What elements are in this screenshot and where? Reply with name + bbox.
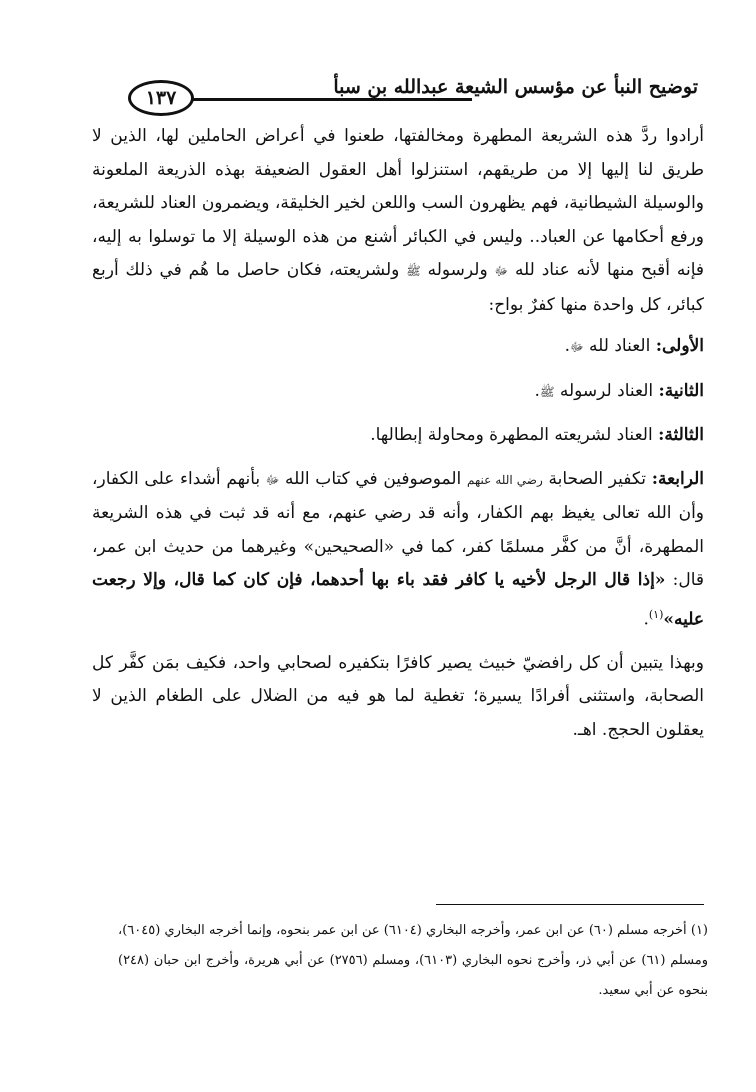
main-text [92, 120, 704, 747]
honorific-prophet: ﷺ [406, 264, 421, 278]
conclusion-paragraph: وبهذا يتبين أن كل رافضيّ خبيث يصير كافرًا بتكفيره لصحابي واحد، فكيف بمَن كفَّر كل الصحابة، واستثنى أفرادًا يسيرة؛ تغطية لما هو فيه من الضلال على الطغام الذين لا يعقلون الحجج. اهـ. [92, 652, 704, 740]
item-text-fourth-2: الموصوفين في كتاب الله [285, 468, 462, 489]
intro-text-2: ولرسوله [427, 260, 488, 280]
footnote [118, 916, 708, 1006]
footnote-text: أخرجه مسلم (٦٠) عن ابن عمر، وأخرجه البخاري (٦١٠٤) عن ابن عمر بنحوه، وإنما أخرجه البخاري (٦٠٤٥)، ومسلم (٦١) عن أبي ذر، وأخرج نحوه البخاري (٦١٠٣)، ومسلم (٢٧٥٦) عن أبي هريرة، وأخرج ابن حبان (٢٤٨) بنحوه عن أبي سعيد. [118, 923, 708, 998]
item-text-fourth-3: بأنهم أشداء على الكفار، وأن الله تعالى يغيظ بهم الكفار، وأنه قد رضي عنهم، مع أنه قد ثبت في هذه الشريعة المطهرة، أنَّ من كفَّر مسلمًا كفر، كما في «الصحيحين» وغيرهما من حديث ابن عمر، قال: [92, 468, 704, 590]
footnote-reference[interactable]: (١) [648, 607, 664, 621]
item-text-fourth-1: تكفير الصحابة [548, 468, 647, 489]
footnote-marker: (١) [690, 923, 708, 938]
item-label-fourth: الرابعة: [651, 468, 705, 489]
item-text-first: العناد لله [589, 336, 651, 356]
intro-text-1: أرادوا ردَّ هذه الشريعة المطهرة ومخالفتها، طعنوا في أعراض الحاملين لها، الذين لا طريق لنا إليها إلا من طريقهم، استنزلوا أهل العقول الضعيفة بهذه الذريعة الملعونة والوسيلة الشيطانية، فهم يظهرون السب واللعن لخير الخليقة، ويضمرون العناد للشريعة، ورفع أحكامها عن العباد.. وليس في الكبائر أشنع من هذه الوسيلة إلا ما توسلوا به إليه، فإنه أقبح منها لأنه عناد لله [92, 126, 705, 280]
page-header [92, 66, 704, 114]
list-item-fourth: الرابعة: تكفير الصحابة رضي الله عنهم الموصوفين في كتاب الله ﷻ بأنهم أشداء على الكفار، وأن الله تعالى يغيظ بهم الكفار، وأنه قد رضي عنهم، مع أنه قد ثبت في هذه الشريعة المطهرة، أنَّ من كفَّر مسلمًا كفر، كما في «الصحيحين» وغيرهما من حديث ابن عمر، قال: «إذا قال الرجل لأخيه يا كافر فقد باء بها أحدهما، فإن كان كما قال، وإلا رجعت عليه»$^{(١)}$. [92, 468, 705, 630]
footnote-divider [436, 904, 704, 905]
honorific-companions: رضي الله عنهم [466, 472, 543, 487]
honorific-allah: ﷻ [570, 340, 584, 354]
item-label-first: الأولى: [655, 336, 704, 356]
book-title: توضيح النبأ عن مؤسس الشيعة عبدالله بن سبأ [333, 76, 698, 98]
honorific-prophet: ﷺ [539, 384, 555, 399]
item-text-second: العناد لرسوله [559, 380, 654, 401]
honorific-allah: ﷻ [265, 472, 280, 487]
intro-paragraph [92, 120, 704, 322]
honorific-allah: ﷻ [494, 264, 509, 278]
item-text-third: العناد لشريعته المطهرة ومحاولة إبطالها. [370, 425, 653, 445]
list-item-third [92, 419, 704, 453]
list-item-first: الأولى: العناد لله ﷻ. [564, 336, 704, 356]
hadith-quote: «إذا قال الرجل لأخيه يا كافر فقد باء بها أحدهما، فإن كان كما قال، وإلا رجعت عليه» [92, 570, 704, 630]
page-number: ١٣٧ [128, 80, 194, 116]
item-label-second: الثانية: [658, 380, 704, 401]
list-item-second: الثانية: العناد لرسوله ﷺ. [534, 380, 704, 401]
item-label-third: الثالثة: [658, 425, 704, 445]
header-rule [154, 98, 472, 101]
intro-text-3: ولشريعته، فكان حاصل ما هُم في ذلك أربع كبائر، كل واحدة منها كفرٌ بواح: [92, 260, 704, 315]
